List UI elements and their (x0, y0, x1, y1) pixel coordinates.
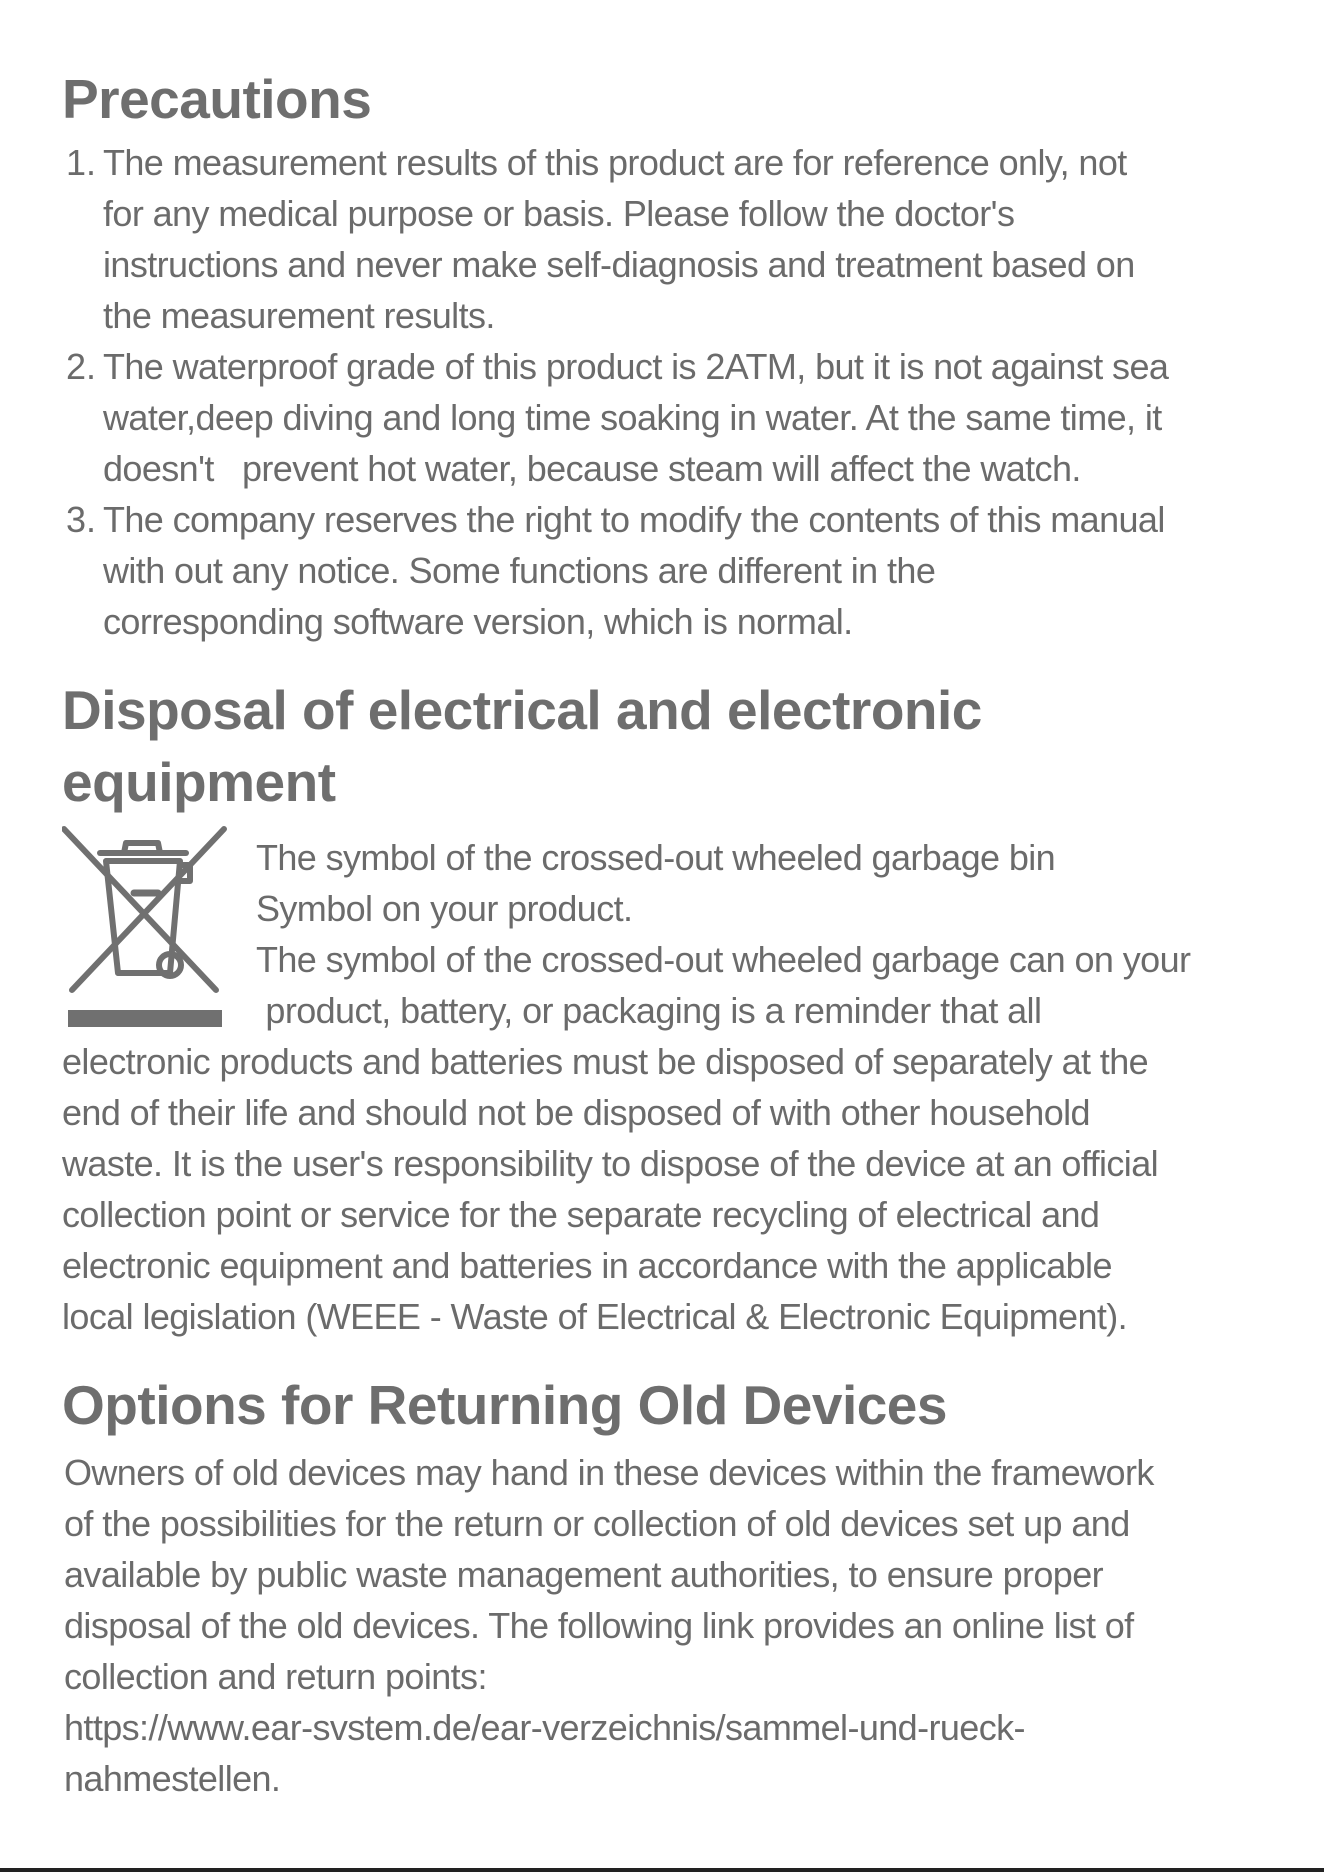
item-2-number: 2. (66, 346, 97, 387)
disposal-heading-line-2: equipment (62, 751, 336, 813)
item-3-line-1: The company reserves the right to modify the contents of this manual (103, 499, 1165, 540)
item-1-line-4: the measurement results. (103, 295, 495, 336)
returning-line-1: Owners of old devices may hand in these devices within the framework (64, 1452, 1154, 1493)
item-3-number: 3. (66, 499, 97, 540)
collection-points-link[interactable]: https://www.ear-svstem.de/ear-verzeichnis/sammel-und-rueck- (64, 1707, 1025, 1748)
item-1-line-2: for any medical purpose or basis. Please follow the doctor's (103, 193, 1015, 234)
returning-line-5: collection and return points: (64, 1656, 487, 1697)
item-2-line-2: water,deep diving and long time soaking in water. At the same time, it (103, 397, 1162, 438)
collection-points-link-continued[interactable]: nahmestellen. (64, 1758, 281, 1799)
disposal-line-4: product, battery, or packaging is a reminder that all (256, 990, 1042, 1031)
precautions-heading: Precautions (62, 68, 372, 130)
bottom-border (0, 1868, 1324, 1872)
disposal-line-9: electronic equipment and batteries in accordance with the applicable (62, 1245, 1112, 1286)
item-1-line-3: instructions and never make self-diagnosis and treatment based on (103, 244, 1135, 285)
item-1-number: 1. (66, 142, 97, 183)
disposal-line-6: end of their life and should not be disposed of with other household (62, 1092, 1090, 1133)
item-2-line-1: The waterproof grade of this product is 2ATM, but it is not against sea (103, 346, 1169, 387)
item-1-line-1: The measurement results of this product are for reference only, not (103, 142, 1127, 183)
disposal-line-1: The symbol of the crossed-out wheeled garbage bin (256, 837, 1056, 878)
disposal-line-8: collection point or service for the separate recycling of electrical and (62, 1194, 1100, 1235)
returning-line-3: available by public waste management authorities, to ensure proper (64, 1554, 1104, 1595)
crossed-out-wheeled-bin-icon (62, 825, 228, 1028)
item-2-line-3: doesn't prevent hot water, because steam will affect the watch. (103, 448, 1081, 489)
item-3-line-2: with out any notice. Some functions are different in the (103, 550, 936, 591)
disposal-line-10: local legislation (WEEE - Waste of Electrical & Electronic Equipment). (62, 1296, 1128, 1337)
disposal-line-5: electronic products and batteries must be disposed of separately at the (62, 1041, 1149, 1082)
returning-line-4: disposal of the old devices. The following link provides an online list of (64, 1605, 1134, 1646)
returning-heading: Options for Returning Old Devices (62, 1374, 947, 1436)
disposal-line-2: Symbol on your product. (256, 888, 633, 929)
disposal-heading-line-1: Disposal of electrical and electronic (62, 679, 982, 741)
disposal-line-7: waste. It is the user's responsibility to dispose of the device at an official (62, 1143, 1159, 1184)
item-3-line-3: corresponding software version, which is normal. (103, 601, 853, 642)
returning-line-2: of the possibilities for the return or collection of old devices set up and (64, 1503, 1130, 1544)
disposal-line-3: The symbol of the crossed-out wheeled garbage can on your (256, 939, 1191, 980)
